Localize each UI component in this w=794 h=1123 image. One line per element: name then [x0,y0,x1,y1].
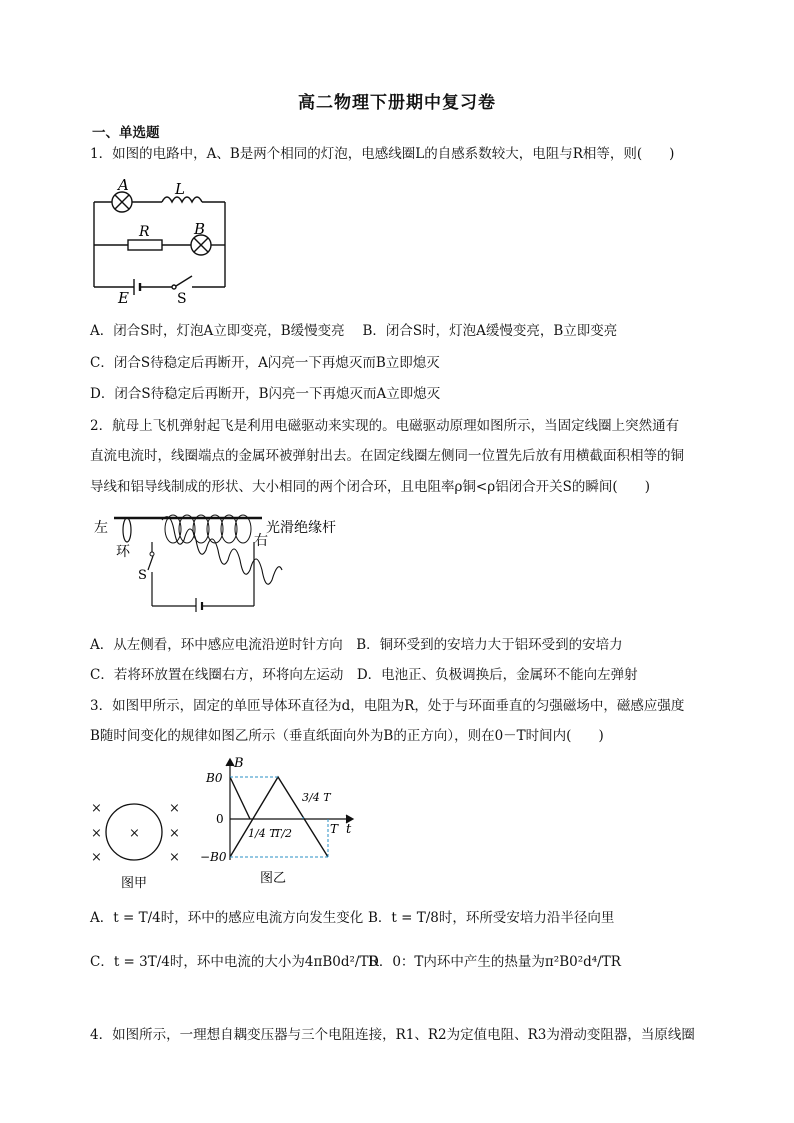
q3-fig-b-caption: 图乙 [260,871,287,886]
q1-circuit-diagram [88,172,233,306]
q3-option-b[interactable]: B．t = T/8时，环所受安培力沿半径向里 [368,910,615,926]
q1-label-a: A [118,176,129,194]
q3-graph-axis-b: B [234,756,244,771]
q2-label-s: S [138,568,147,583]
q2-stem-line2: 直流电流时，线圈端点的金属环被弹射出去。在固定线圈左侧同一位置先后放有用横截面积相等的铜 [90,448,684,464]
q3-graph-zero: 0 [216,812,224,826]
q2-label-rod: 光滑绝缘杆 [266,520,336,536]
svg-text:×: × [169,801,180,816]
q3-option-c[interactable]: C．t = 3T/4时，环中电流的大小为4πB0d²/TR [90,954,379,970]
q3-graph-t: T [330,822,339,836]
svg-text:×: × [169,826,180,841]
q2-label-left: 左 [94,520,108,536]
q1-label-l: L [175,180,185,198]
q3-graph-b0: B0 [206,771,223,785]
q3-b-t-graph [200,755,360,890]
q1-label-e: E [118,289,129,306]
q2-option-ab[interactable]: A．从左侧看，环中感应电流沿逆时针方向 B．铜环受到的安培力大于铝环受到的安培力 [90,637,623,653]
q3-graph-half: T/2 [274,827,293,840]
q2-label-right: 右 [254,533,268,549]
page-title: 高二物理下册期中复习卷 [298,93,496,113]
svg-text:×: × [129,826,140,841]
q3-option-a[interactable]: A．t = T/4时，环中的感应电流方向发生变化 [90,910,364,926]
q1-option-d[interactable]: D．闭合S待稳定后再断开，B闪亮一下再熄灭而A立即熄灭 [90,386,441,402]
q2-coil-diagram [92,508,354,612]
svg-text:×: × [91,850,102,865]
q3-graph-quarter: 1/4 T [248,827,277,840]
q3-graph-neg-b0: −B0 [200,850,227,864]
section-heading: 一、单选题 [92,125,160,141]
q3-stem-line1: 3．如图甲所示，固定的单匝导体环直径为d，电阻为R，处于与环面垂直的匀强磁场中，磁感应强度 [90,698,685,714]
svg-text:×: × [91,826,102,841]
q1-label-b: B [194,220,206,238]
q3-graph-three-quarter: 3/4 T [302,791,331,804]
q1-stem: 1．如图的电路中，A、B是两个相同的灯泡，电感线圈L的自感系数较大，电阻与R相等，则( ) [90,146,675,162]
q1-label-s: S [177,291,187,306]
q2-stem-line1: 2．航母上飞机弹射起飞是利用电磁驱动来实现的。电磁驱动原理如图所示，当固定线圈上突然通有 [90,418,680,434]
q3-option-d[interactable]: D．0：T内环中产生的热量为π²B0²d⁴/TR [368,954,621,970]
q3-ring-field-diagram [88,760,183,890]
q1-label-r: R [139,224,150,240]
q1-option-ab[interactable]: A．闭合S时，灯泡A立即变亮，B缓慢变亮 B．闭合S时，灯泡A缓慢变亮，B立即变亮 [90,323,618,339]
q2-stem-line3: 导线和铝导线制成的形状、大小相同的两个闭合环，且电阻率ρ铜<ρ铝闭合开关S的瞬间( ) [90,479,650,495]
q2-option-cd[interactable]: C．若将环放置在线圈右方，环将向左运动 D．电池正、负极调换后，金属环不能向左弹射 [90,667,638,683]
q4-stem-line1: 4．如图所示，一理想自耦变压器与三个电阻连接，R1、R2为定值电阻、R3为滑动变阻器，当原线圈 [90,1027,695,1043]
q2-label-ring: 环 [116,544,130,560]
q3-graph-axis-t: t [346,822,352,837]
svg-text:×: × [169,850,180,865]
q3-fig-a-caption: 图甲 [121,876,148,890]
q3-stem-line2: B随时间变化的规律如图乙所示（垂直纸面向外为B的正方向），则在0－T时间内( ) [90,728,604,744]
q1-option-c[interactable]: C．闭合S待稳定后再断开，A闪亮一下再熄灭而B立即熄灭 [90,355,440,371]
svg-text:×: × [91,801,102,816]
